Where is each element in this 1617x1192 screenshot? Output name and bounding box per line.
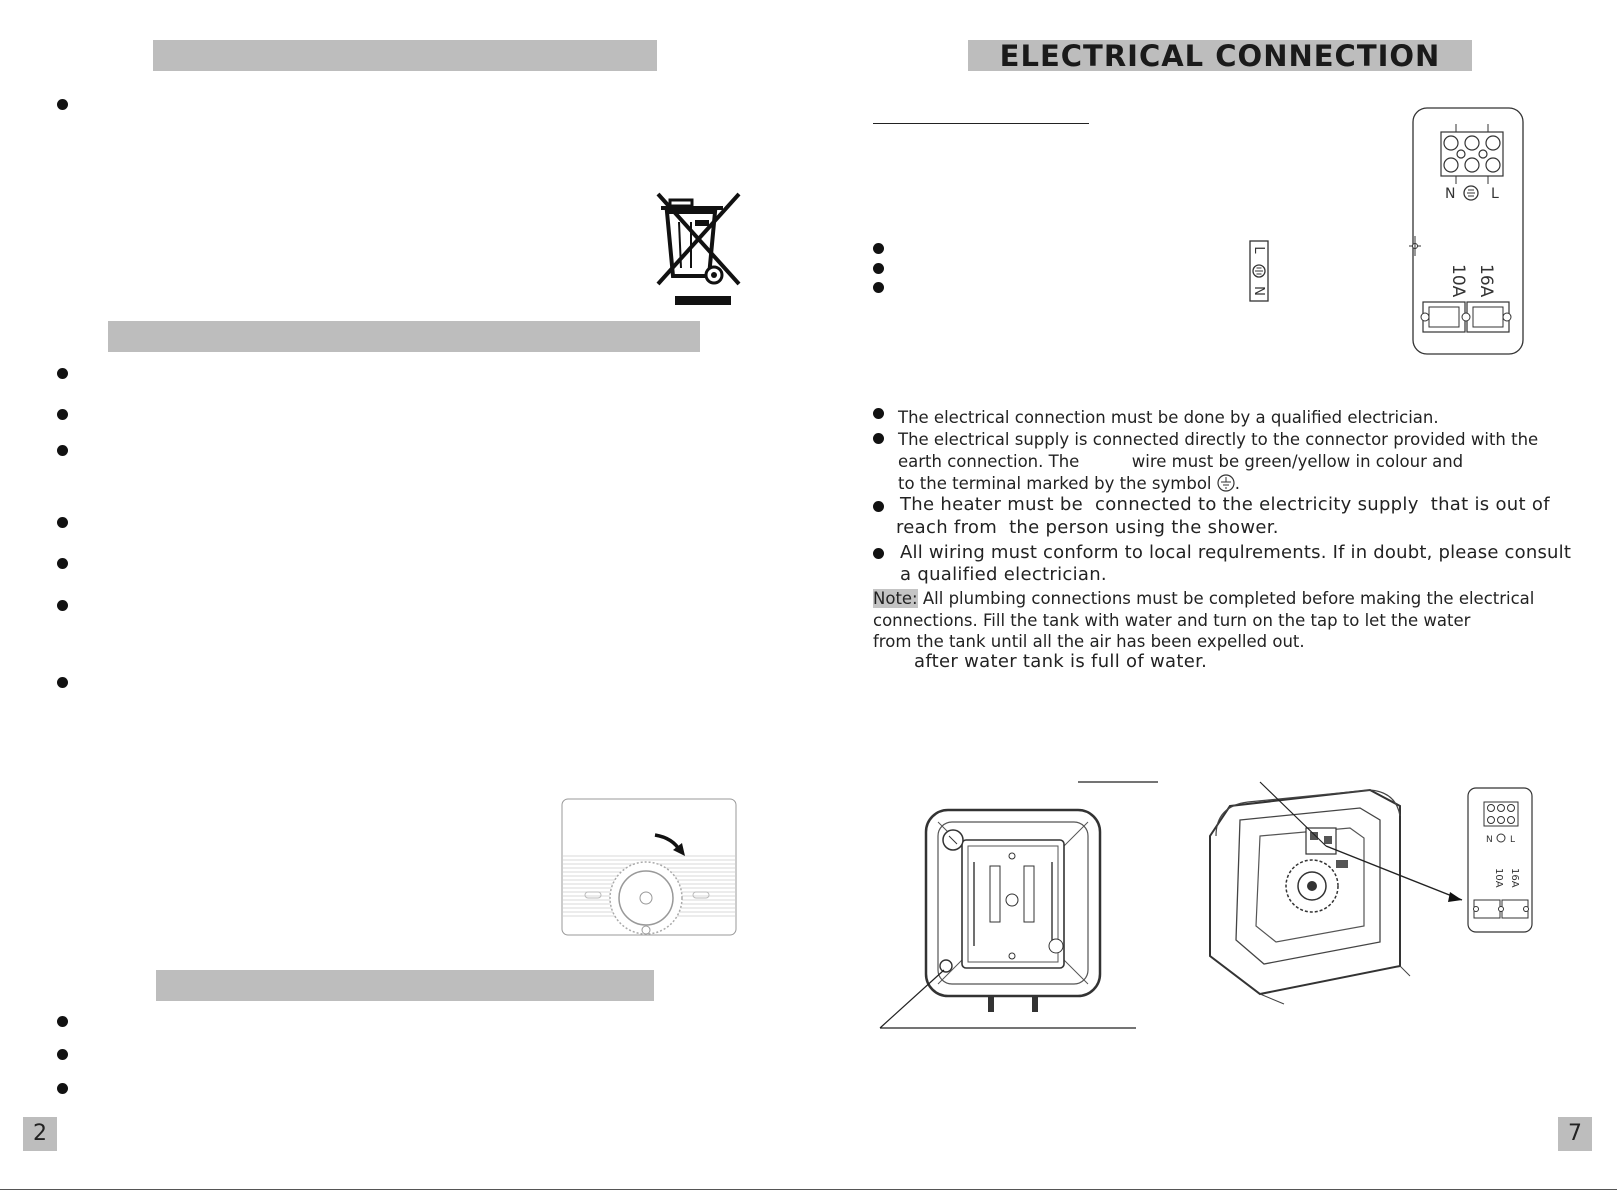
bullet-9 <box>57 1016 68 1027</box>
page-number-left: 2 <box>23 1117 57 1151</box>
note-line-2: connections. Fill the tank with water and turn on the tap to let the water <box>873 611 1471 630</box>
bullet-r3 <box>873 282 884 293</box>
note-label: Note: <box>873 589 918 608</box>
heater-back-view-illustration <box>878 776 1158 1032</box>
bullet-11 <box>57 1083 68 1094</box>
electrical-text-line-2: The electrical supply is connected directly to the connector provided with the <box>898 430 1539 449</box>
terminal-strip-small-icon <box>1249 240 1269 302</box>
electrical-text-line-4-text: to the terminal marked by the symbol <box>898 474 1212 493</box>
terminal-label-l: L <box>1491 186 1499 202</box>
electrical-text-line-4: to the terminal marked by the symbol . <box>898 474 1240 493</box>
earth-symbol-icon <box>1217 474 1235 492</box>
terminal-small-label-l: L <box>1510 835 1516 845</box>
bullet-7 <box>57 600 68 611</box>
fuse-small-label-10a: 10A <box>1493 868 1504 888</box>
bullet-text-1 <box>873 408 884 419</box>
electrical-text-line-7: All wiring must conform to local requlrements. If in doubt, please consult <box>900 542 1572 563</box>
svg-text:N: N <box>1251 286 1266 296</box>
thermostat-knob-illustration <box>561 798 737 936</box>
page-title: ELECTRICAL CONNECTION <box>999 39 1441 73</box>
bullet-text-3 <box>873 501 884 512</box>
terminal-label-n: N <box>1445 186 1456 202</box>
bullet-r2 <box>873 263 884 274</box>
subheading-underline <box>873 123 1089 124</box>
bullet-6 <box>57 558 68 569</box>
section-header-bar-1 <box>153 40 657 71</box>
section-header-bar-2 <box>108 321 700 352</box>
electrical-text-line-1: The electrical connection must be done by a qualified electrician. <box>898 408 1439 427</box>
bullet-3 <box>57 409 68 420</box>
svg-text:L: L <box>1251 246 1266 254</box>
bullet-4 <box>57 445 68 456</box>
bullet-r1 <box>873 243 884 254</box>
fuse-label-16a: 16A <box>1476 264 1496 298</box>
bullet-5 <box>57 517 68 528</box>
note-line-1-text: All plumbing connections must be completed before making the electrical <box>917 589 1535 608</box>
note-line-3: from the tank until all the air has been expelled out. <box>873 632 1305 651</box>
fuse-label-10a: 10A <box>1448 264 1468 298</box>
bullet-text-4 <box>873 548 884 559</box>
bullet-2 <box>57 368 68 379</box>
bullet-8 <box>57 677 68 688</box>
bullet-1 <box>57 99 68 110</box>
electrical-text-line-3: earth connection. The wire must be green/yellow in colour and <box>898 452 1464 471</box>
bullet-text-2 <box>873 433 884 444</box>
weee-crossed-bin-icon <box>655 192 745 308</box>
bullet-10 <box>57 1049 68 1060</box>
electrical-text-line-6: reach from the person using the shower. <box>896 517 1279 538</box>
electrical-text-line-8: a qualified electrician. <box>900 564 1107 585</box>
page-number-right: 7 <box>1558 1117 1592 1151</box>
fuse-small-label-16a: 16A <box>1509 868 1520 888</box>
section-header-bar-3 <box>156 970 654 1001</box>
heater-perspective-illustration <box>1200 776 1540 1016</box>
bottom-edge-line <box>0 1189 1617 1190</box>
terminal-small-label-n: N <box>1486 835 1493 845</box>
electrical-text-line-5: The heater must be connected to the electricity supply that is out of <box>900 494 1550 515</box>
wiring-terminal-diagram <box>1409 106 1525 358</box>
note-line-1 <box>873 589 1534 609</box>
note-line-4: after water tank is full of water. <box>914 651 1208 672</box>
